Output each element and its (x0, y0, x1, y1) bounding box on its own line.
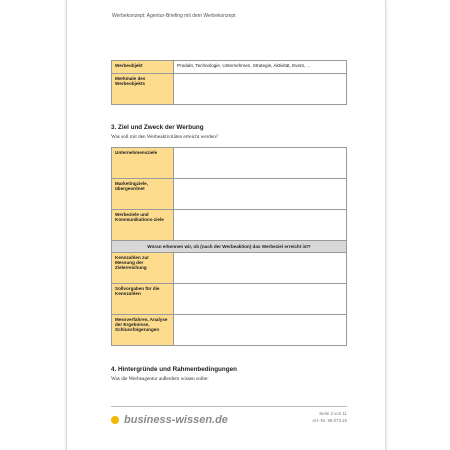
document-header: Werbekonzept: Agentur-Briefing mit dem Werbekonzept (112, 13, 236, 19)
table-row (112, 74, 347, 105)
article-number: Art.-Nr. 99.073.15 (312, 418, 347, 423)
section-4-heading: 4. Hintergründe und Rahmenbedingungen (111, 366, 237, 373)
row-label: Werbeobjekt (112, 61, 174, 74)
section-3-subtitle: Was soll mit den Werbeaktivitäten erreicht werden? (111, 134, 219, 140)
table-row (112, 61, 347, 74)
page-number: Seite 2 von 11 (319, 411, 347, 416)
row-value[interactable] (174, 315, 347, 346)
question-row: Woran erkennen wir, ob (nach der Werbeaktion) das Werbeziel erreicht ist? (112, 241, 347, 253)
goals-table (111, 147, 347, 346)
row-value[interactable] (174, 148, 347, 179)
table-row (112, 241, 347, 253)
row-label: Messverfahren, Analyse der Ergebnisse, Schlussfolgerungen (112, 315, 174, 346)
row-label: Unternehmensziele (112, 148, 174, 179)
row-value[interactable]: Produkt, Technologie, Unternehmen, Strategie, Aktivität, Event, ... (174, 61, 347, 74)
logo-dot-icon (111, 416, 119, 424)
section-4-subtitle: Was die Werbeagentur außerdem wissen sollte: (111, 376, 209, 382)
row-value[interactable] (174, 74, 347, 105)
row-value[interactable] (174, 210, 347, 241)
table-row (112, 315, 347, 346)
row-label: Merkmale des Werbeobjekts (112, 74, 174, 105)
row-value[interactable] (174, 179, 347, 210)
table-row (112, 210, 347, 241)
table-row (112, 179, 347, 210)
object-table (111, 60, 347, 105)
row-label: Sollvorgaben für die Kennzahlen (112, 284, 174, 315)
table-row (112, 148, 347, 179)
footer-logo (111, 414, 228, 426)
row-value[interactable] (174, 253, 347, 284)
table-row (112, 253, 347, 284)
row-value[interactable] (174, 284, 347, 315)
row-label: Kennzahlen zur Messung der Zielerreichung (112, 253, 174, 284)
row-label: Werbeziele und Kommunikations-ziele (112, 210, 174, 241)
footer-divider (111, 406, 347, 407)
section-3-heading: 3. Ziel und Zweck der Werbung (111, 124, 204, 131)
brand-name: business-wissen.de (124, 414, 228, 426)
row-label: Marketingziele, übergeordnet (112, 179, 174, 210)
table-row (112, 284, 347, 315)
